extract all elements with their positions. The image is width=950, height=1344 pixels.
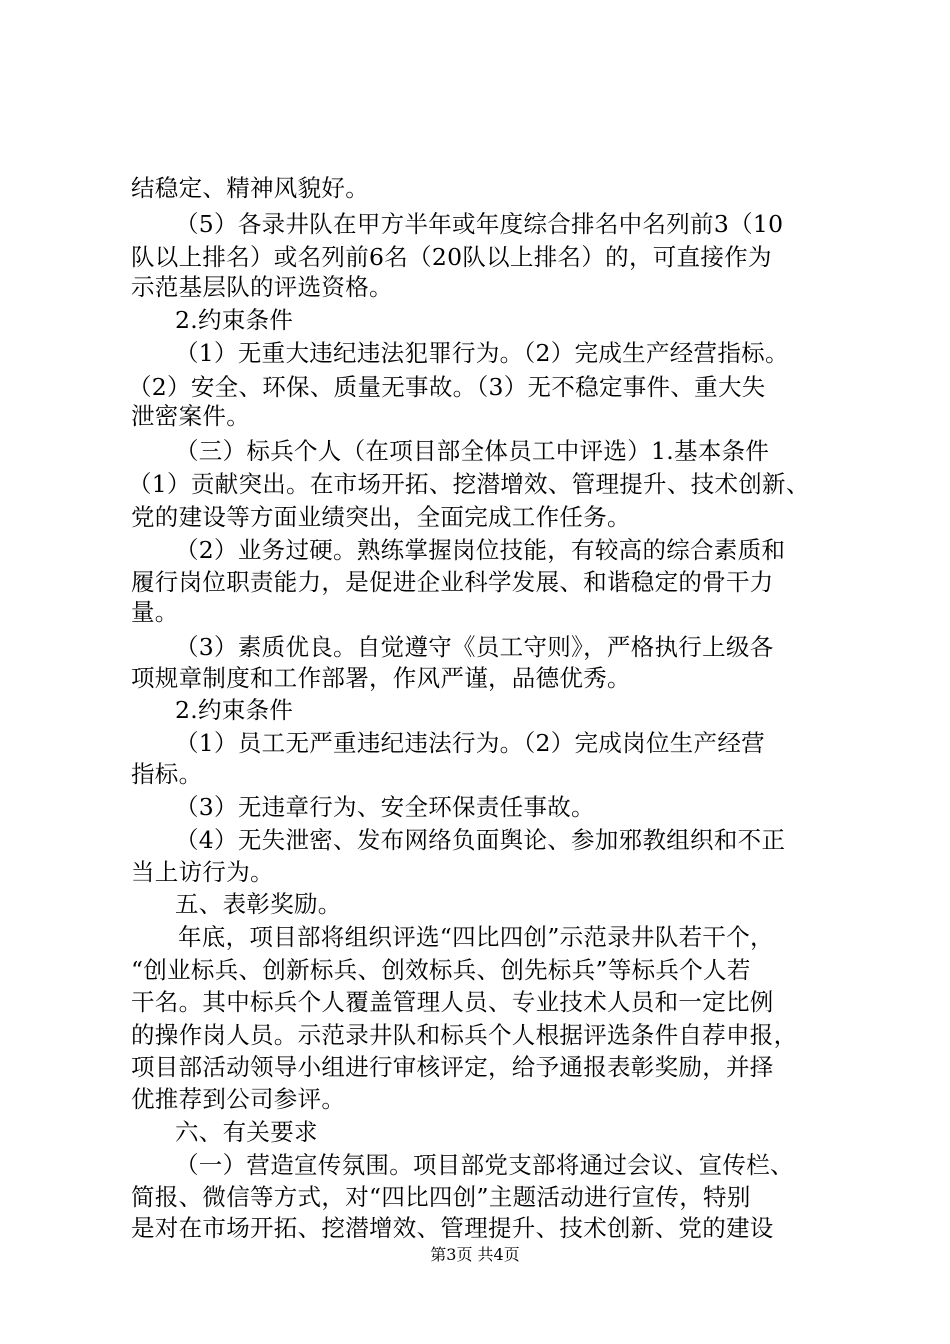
text-line: （3）素质优良。自觉遵守《员工守则》，严格执行上级各	[175, 633, 774, 661]
section-heading: 2.约束条件	[175, 306, 294, 334]
text-line: 履行岗位职责能力，是促进企业科学发展、和谐稳定的骨干力	[131, 568, 774, 596]
text-line: 当上访行为。	[131, 858, 274, 886]
section-heading: 五、表彰奖励。	[175, 890, 342, 918]
text-line: （1）无重大违纪违法犯罪行为。（2）完成生产经营指标。	[175, 339, 789, 367]
text-line: （1）员工无严重违纪违法行为。（2）完成岗位生产经营	[175, 729, 765, 757]
text-line: （2）安全、环保、质量无事故。（3）无不稳定事件、重大失	[128, 373, 766, 401]
section-heading: （三）标兵个人（在项目部全体员工中评选）1.基本条件	[175, 437, 770, 465]
text-line: 年底，项目部将组织评选“四比四创”示范录井队若干个，	[178, 923, 774, 951]
text-line: 项目部活动领导小组进行审核评定，给予通报表彰奖励，并择	[131, 1053, 774, 1081]
text-line: 是对在市场开拓、挖潜增效、管理提升、技术创新、党的建设	[131, 1214, 774, 1242]
text-line: （4）无失泄密、发布网络负面舆论、参加邪教组织和不正	[175, 826, 786, 854]
text-line: 项规章制度和工作部署，作风严谨，品德优秀。	[131, 664, 631, 692]
section-heading: 六、有关要求	[175, 1118, 318, 1146]
text-line: （5）各录井队在甲方半年或年度综合排名中名列前3（10	[175, 210, 784, 238]
text-line: 党的建设等方面业绩突出，全面完成工作任务。	[131, 503, 631, 531]
text-line: （2）业务过硬。熟练掌握岗位技能，有较高的综合素质和	[175, 536, 786, 564]
text-line: （1）贡献突出。在市场开拓、挖潜增效、管理提升、技术创新、	[128, 470, 810, 498]
text-line: 量。	[131, 598, 179, 626]
text-line: 队以上排名）或名列前6名（20队以上排名）的，可直接作为	[131, 243, 772, 271]
text-line: 简报、微信等方式，对“四比四创”主题活动进行宣传，特别	[131, 1183, 751, 1211]
page-number-footer: 第3页 共4页	[430, 1245, 520, 1264]
text-line: 优推荐到公司参评。	[131, 1085, 346, 1113]
text-line: （3）无违章行为、安全环保责任事故。	[175, 793, 595, 821]
text-line: （一）营造宣传氛围。项目部党支部将通过会议、宣传栏、	[175, 1151, 794, 1179]
text-line: 示范基层队的评选资格。	[131, 273, 393, 301]
text-line: 指标。	[131, 760, 203, 788]
text-line: “创业标兵、创新标兵、创效标兵、创先标兵”等标兵个人若	[131, 956, 751, 984]
section-heading: 2.约束条件	[175, 696, 294, 724]
text-line: 的操作岗人员。示范录井队和标兵个人根据评选条件自荐申报，	[131, 1021, 798, 1049]
text-line: 结稳定、精神风貌好。	[131, 174, 369, 202]
text-line: 干名。其中标兵个人覆盖管理人员、专业技术人员和一定比例	[131, 988, 774, 1016]
text-line: 泄密案件。	[131, 402, 250, 430]
